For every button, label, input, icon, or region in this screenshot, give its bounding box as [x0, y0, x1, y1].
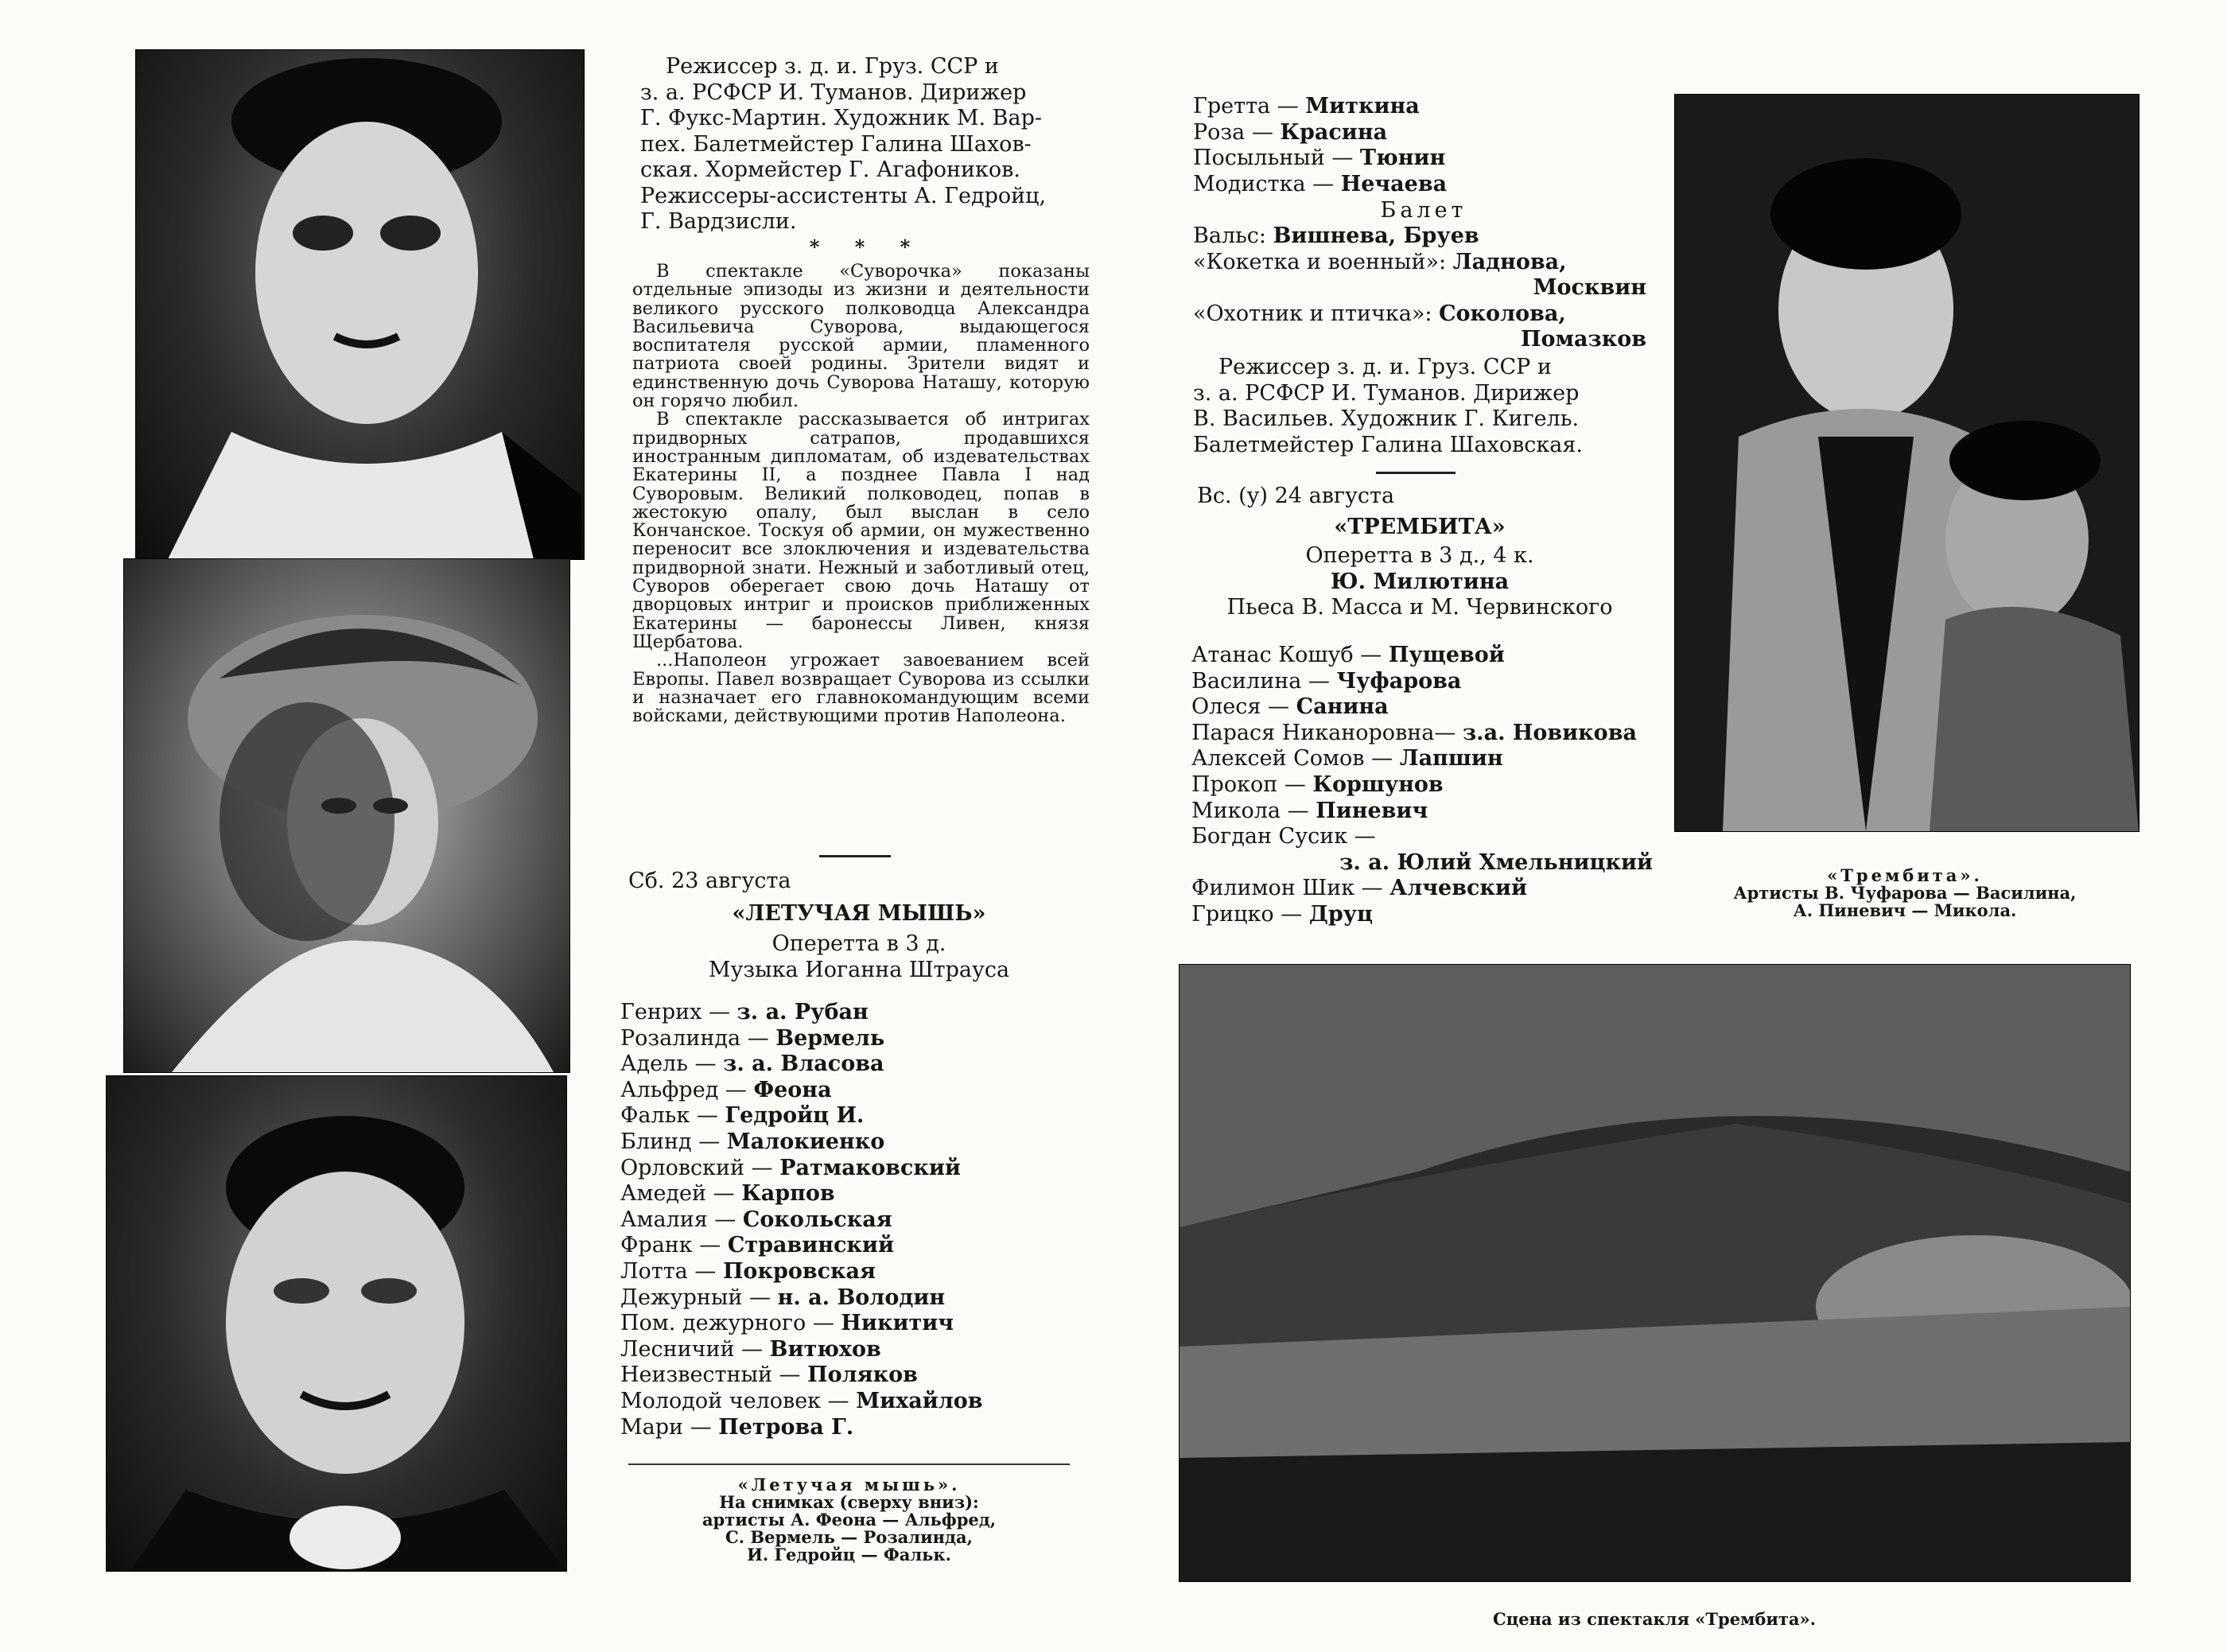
- credits-line: В. Васильев. Художник Г. Кигель.: [1193, 406, 1580, 431]
- cast-actor: Ладнова,: [1452, 249, 1567, 274]
- bat-cast-continued: [1193, 94, 1654, 197]
- cast-actor: Вермель: [775, 1025, 885, 1051]
- bat-credits: [1193, 355, 1646, 458]
- cast-row: [620, 1000, 1090, 1026]
- trembita-play: Пьеса В. Масса и М. Червинского: [1226, 595, 1613, 620]
- cast-row: [620, 1259, 1090, 1285]
- photo-gedroits-falk: [106, 1075, 567, 1572]
- cast-row: [620, 1078, 1090, 1104]
- cast-actor: Санина: [1296, 694, 1389, 720]
- cast-role: Модистка —: [1193, 171, 1335, 196]
- cast-actor: Коршунов: [1312, 772, 1444, 797]
- cast-row: [620, 1103, 1090, 1129]
- cast-role: Василина —: [1191, 668, 1330, 694]
- cast-row: [620, 1026, 1090, 1052]
- cast-row: [1191, 799, 1653, 825]
- stage-photo-icon: [1675, 95, 2139, 831]
- cast-actor: Помазков: [1521, 327, 1646, 352]
- cast-actor: Покровская: [722, 1258, 876, 1284]
- cast-role: «Кокетка и военный»:: [1193, 249, 1447, 274]
- cast-role: Орловский —: [620, 1155, 773, 1180]
- caption-line: А. Пиневич — Микола.: [1793, 900, 2017, 920]
- cast-role: Гретта —: [1193, 94, 1299, 119]
- section-stars: * * *: [809, 235, 925, 258]
- cast-row: [620, 1181, 1090, 1207]
- cast-role: Роза —: [1193, 119, 1273, 145]
- divider: [1376, 472, 1456, 474]
- cast-actor: Никитич: [841, 1311, 954, 1336]
- cast-role: Неизвестный —: [620, 1362, 801, 1388]
- caption-line: «Трембита».: [1827, 865, 1983, 885]
- cast-actor: Нечаева: [1340, 171, 1448, 196]
- trembita-date: Вс. (у) 24 августа: [1197, 484, 1395, 508]
- cast-actor: Красина: [1280, 119, 1388, 145]
- cast-actor: з. а. Рубан: [737, 1000, 869, 1024]
- cast-actor: Стравинский: [727, 1233, 894, 1258]
- cast-actor: Гедройц И.: [725, 1103, 865, 1129]
- cast-actor: Карпов: [741, 1181, 835, 1207]
- cast-role: Вальс:: [1193, 224, 1267, 248]
- cast-actor: Пущевой: [1388, 643, 1505, 667]
- cast-row: [1191, 643, 1653, 669]
- synopsis-suvorochka: [632, 262, 1090, 725]
- ballet-heading: Балет: [1380, 198, 1467, 223]
- cast-role: Фальк —: [620, 1103, 718, 1129]
- cast-actor: н. а. Володин: [777, 1285, 946, 1310]
- credits-line: з. а. РСФСР И. Туманов. Дирижер: [1193, 380, 1580, 406]
- synopsis-paragraph: В спектакле рассказывается об интригах придворных сатрапов, продавшихся иностранным дипломатам, об издевательствах Екатерины II, а позднее Павла I над Суворовым. Великий полководец, попав в жестокую опалу, был выслан в село Кончанское. Тоскуя об армии, он мужественно переносит все злоключения и издевательства придворной знати. Нежный и заботливый отец, Суворов оберегает свою дочь Наташу от дворцовых интриг и происков приближенных Екатерины — баронессы Ливен, князя Щербатова.: [632, 409, 1090, 652]
- credits-line: Г. Фукс-Мартин. Художник М. Вар-: [640, 106, 1043, 130]
- bat-title: «ЛЕТУЧАЯ МЫШЬ»: [732, 900, 986, 926]
- cast-actor: з. а. Юлий Хмельницкий: [1339, 849, 1653, 875]
- cast-role: Атанас Кошуб —: [1191, 643, 1382, 667]
- cast-actor: з. а. Власова: [723, 1051, 884, 1077]
- trembita-caption: [1678, 867, 2132, 919]
- cast-actor: Петрова Г.: [718, 1414, 854, 1440]
- cast-row: [1193, 275, 1646, 301]
- cast-row: [1191, 669, 1653, 695]
- cast-row: [620, 1207, 1090, 1234]
- cast-actor: Соколова,: [1439, 301, 1566, 326]
- cast-actor: Вишнева, Бруев: [1273, 224, 1479, 248]
- cast-row: [1191, 772, 1653, 799]
- synopsis-paragraph: В спектакле «Суворочка» показаны отдельные эпизоды из жизни и деятельности великого русского полководца Александра Васильевича Суворова, выдающегося воспитателя русской армии, пламенного патриота своей родины. Зрители видят и единственную дочь Суворова Наташу, которую он горячо любил.: [632, 261, 1090, 412]
- cast-actor: Миткина: [1305, 94, 1420, 119]
- bat-date: Сб. 23 августа: [628, 869, 791, 893]
- cast-row: [1191, 902, 1653, 928]
- cast-row: [620, 1389, 1090, 1415]
- credits-suvorochka: [640, 54, 1094, 235]
- cast-actor: Витюхов: [769, 1336, 881, 1362]
- credits-line: з. а. РСФСР И. Туманов. Дирижер: [640, 80, 1027, 105]
- cast-role: Блинд —: [620, 1129, 721, 1154]
- divider: [628, 1463, 1070, 1465]
- cast-actor: Михайлов: [856, 1388, 983, 1413]
- portrait-icon: [136, 50, 584, 559]
- bat-genre: Оперетта в 3 д.: [771, 931, 946, 956]
- ballet-list: [1193, 224, 1646, 353]
- cast-role: Альфред —: [620, 1077, 747, 1102]
- cast-role: Богдан Сусик —: [1191, 824, 1376, 849]
- cast-row: [620, 1311, 1090, 1337]
- caption-line: На снимках (сверху вниз):: [719, 1492, 979, 1512]
- cast-row: [1193, 327, 1646, 353]
- trembita-author: Ю. Милютина: [1330, 569, 1510, 594]
- cast-role: Лесничий —: [620, 1336, 764, 1362]
- trembita-scene-caption: Сцена из спектакля «Трембита».: [1493, 1609, 1816, 1629]
- cast-role: Франк —: [620, 1233, 721, 1258]
- credits-line: Балетмейстер Галина Шаховская.: [1193, 432, 1583, 457]
- cast-actor: з.а. Новикова: [1462, 720, 1637, 745]
- cast-row: [1191, 746, 1653, 772]
- divider: [819, 855, 891, 857]
- cast-row: [1191, 850, 1653, 877]
- credits-line: ская. Хормейстер Г. Агафоников.: [640, 157, 1020, 182]
- cast-row: [1193, 146, 1654, 172]
- cast-row: [620, 1415, 1090, 1441]
- photo-vermel-rosalinda: [123, 558, 570, 1073]
- cast-actor: Чуфарова: [1336, 668, 1462, 694]
- synopsis-paragraph: ...Наполеон угрожает завоеванием всей Европы. Павел возвращает Суворова из ссылки и назначает его главнокомандующим всеми войсками, действующими против Наполеона.: [632, 650, 1090, 727]
- photo-chufarova-pinevich: [1674, 94, 2140, 832]
- caption-line: С. Вермель — Розалинда,: [725, 1527, 973, 1547]
- cast-row: [620, 1233, 1090, 1259]
- trembita-header: [1197, 484, 1642, 621]
- cast-row: [1193, 172, 1654, 198]
- cast-row: [620, 1156, 1090, 1182]
- bat-header: [628, 869, 1090, 983]
- trembita-title: «ТРЕМБИТА»: [1334, 514, 1506, 539]
- bat-cast-list: [620, 1000, 1090, 1440]
- cast-actor: Москвин: [1533, 275, 1646, 301]
- cast-actor: Сокольская: [742, 1207, 892, 1232]
- cast-role: Грицко —: [1191, 901, 1303, 927]
- cast-role: Парася Никаноровна—: [1191, 720, 1456, 745]
- stage-photo-icon: [1180, 965, 2130, 1581]
- cast-actor: Ратмаковский: [779, 1155, 961, 1180]
- cast-role: Филимон Шик —: [1191, 876, 1383, 901]
- cast-role: Розалинда —: [620, 1025, 769, 1051]
- cast-role: Лотта —: [620, 1258, 717, 1284]
- cast-row: [620, 1285, 1090, 1312]
- credits-line: Режиссеры-ассистенты А. Гедройц,: [640, 183, 1047, 208]
- caption-line: И. Гедройц — Фальк.: [747, 1545, 951, 1565]
- credits-line: Режиссер з. д. и. Груз. ССР и: [1218, 355, 1552, 379]
- trembita-cast-list: [1191, 643, 1653, 928]
- credits-line: Режиссер з. д. и. Груз. ССР и: [666, 54, 999, 79]
- cast-actor: Малокиенко: [726, 1129, 885, 1154]
- cast-role: Пом. дежурного —: [620, 1311, 834, 1336]
- cast-role: Микола —: [1191, 798, 1309, 823]
- cast-row: [620, 1129, 1090, 1156]
- cast-row: [620, 1337, 1090, 1363]
- cast-row: [1191, 721, 1653, 747]
- cast-row: [1193, 224, 1646, 250]
- photo-trembita-scene: [1179, 964, 2131, 1582]
- caption-line: «Летучая мышь».: [737, 1475, 961, 1495]
- cast-role: «Охотник и птичка»:: [1193, 301, 1432, 326]
- cast-actor: Пиневич: [1316, 798, 1428, 823]
- cast-role: Алексей Сомов —: [1191, 746, 1393, 772]
- cast-role: Амалия —: [620, 1207, 737, 1232]
- cast-role: Адель —: [620, 1051, 717, 1077]
- cast-actor: Друц: [1308, 901, 1373, 927]
- cast-row: [620, 1362, 1090, 1389]
- photo-feona-alfred: [135, 49, 585, 560]
- cast-actor: Поляков: [807, 1362, 918, 1388]
- cast-actor: Лапшин: [1399, 746, 1503, 772]
- cast-role: Дежурный —: [620, 1285, 771, 1310]
- portrait-icon: [107, 1076, 566, 1571]
- cast-row: [620, 1051, 1090, 1078]
- cast-actor: Феона: [753, 1077, 832, 1102]
- credits-line: пех. Балетмейстер Галина Шахов-: [640, 131, 1032, 157]
- caption-line: Артисты В. Чуфарова — Василина,: [1733, 883, 2077, 903]
- cast-row: [1191, 694, 1653, 721]
- cast-row: [1191, 824, 1653, 850]
- cast-actor: Алчевский: [1389, 876, 1527, 901]
- bat-caption: [628, 1476, 1070, 1564]
- cast-role: Прокоп —: [1191, 772, 1306, 797]
- caption-line: артисты А. Феона — Альфред,: [702, 1510, 997, 1530]
- cast-row: [1193, 301, 1646, 328]
- credits-line: Г. Вардзисли.: [640, 209, 797, 234]
- trembita-genre: Оперетта в 3 д., 4 к.: [1305, 543, 1534, 568]
- cast-role: Мари —: [620, 1414, 712, 1440]
- cast-role: Олеся —: [1191, 694, 1290, 720]
- bat-music: Музыка Иоганна Штрауса: [708, 957, 1010, 982]
- cast-row: [1193, 94, 1654, 120]
- portrait-icon: [124, 559, 569, 1072]
- cast-role: Амедей —: [620, 1181, 735, 1207]
- cast-row: [1191, 876, 1653, 902]
- cast-row: [1193, 120, 1654, 146]
- cast-role: Генрих —: [620, 1000, 730, 1024]
- cast-row: [1193, 250, 1646, 276]
- cast-role: Посыльный —: [1193, 146, 1354, 171]
- cast-actor: Тюнин: [1359, 146, 1446, 171]
- cast-role: Молодой человек —: [620, 1388, 849, 1413]
